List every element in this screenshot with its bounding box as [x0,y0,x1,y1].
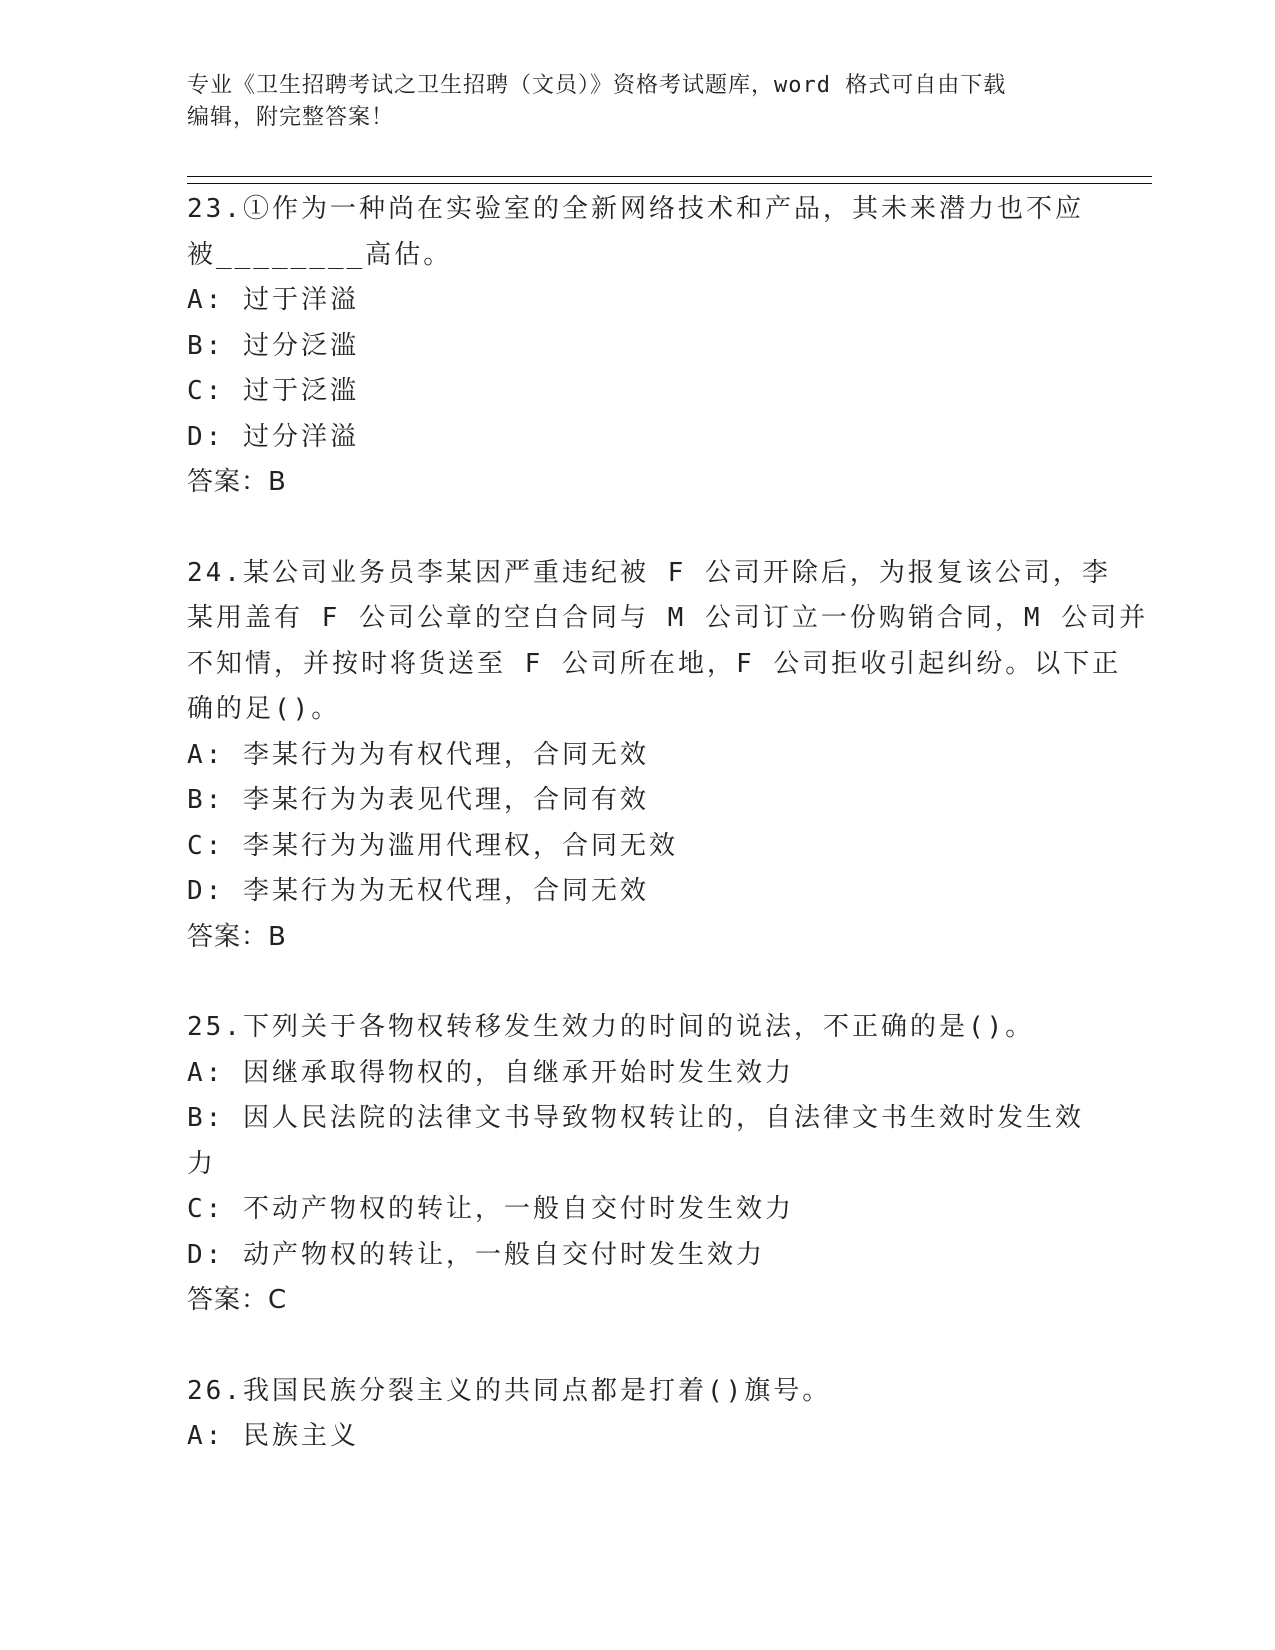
option-b-continued: 力 [187,1148,217,1179]
header-divider [187,176,1152,184]
question-stem: 不知情，并按时将货送至 F 公司所在地，F 公司拒收引起纠纷。以下正 [187,648,1122,679]
document-page [187,70,1149,1451]
header-line-2: 编辑，附完整答案！ [187,105,395,130]
option-d: D: 李某行为为无权代理，合同无效 [187,876,649,906]
question-23 [187,187,1147,506]
option-d: D: 过分洋溢 [187,421,359,452]
option-c: C: 不动产物权的转让，一般自交付时发生效力 [187,1194,794,1224]
option-a: A: 李某行为为有权代理，合同无效 [187,739,649,770]
question-stem: 25.下列关于各物权转移发生效力的时间的说法，不正确的是()。 [187,1012,1035,1042]
question-stem: 23.①作为一种尚在实验室的全新网络技术和产品，其未来潜力也不应 [187,194,1084,224]
option-c: C: 李某行为为滥用代理权，合同无效 [187,830,678,861]
question-25 [187,1005,1147,1324]
option-b: B: 李某行为为表见代理，合同有效 [187,785,649,815]
question-list [187,187,1147,1505]
answer-line: 答案：B [187,921,287,952]
question-stem: 确的足()。 [187,694,341,724]
option-b: B: 过分泛滥 [187,330,359,361]
option-b: B: 因人民法院的法律文书导致物权转让的，自法律文书生效时发生效 [187,1103,1084,1133]
option-a: A: 因继承取得物权的，自继承开始时发生效力 [187,1057,794,1088]
question-stem: 24.某公司业务员李某因严重违纪被 F 公司开除后，为报复该公司，李 [187,557,1111,588]
question-stem: 某用盖有 F 公司公章的空白合同与 M 公司订立一份购销合同，M 公司并 [187,603,1149,633]
option-c: C: 过于泛滥 [187,376,359,406]
question-stem: 26.我国民族分裂主义的共同点都是打着()旗号。 [187,1375,832,1406]
option-a: A: 过于洋溢 [187,285,359,315]
option-a: A: 民族主义 [187,1421,359,1451]
header-line-1: 专业《卫生招聘考试之卫生招聘（文员）》资格考试题库，word 格式可自由下载 [187,73,1007,98]
question-24 [187,551,1147,961]
answer-line: 答案：B [187,467,287,497]
question-26 [187,1369,1147,1460]
question-stem: 被________高估。 [187,239,453,270]
answer-line: 答案：C [187,1285,288,1315]
option-d: D: 动产物权的转让，一般自交付时发生效力 [187,1239,765,1270]
